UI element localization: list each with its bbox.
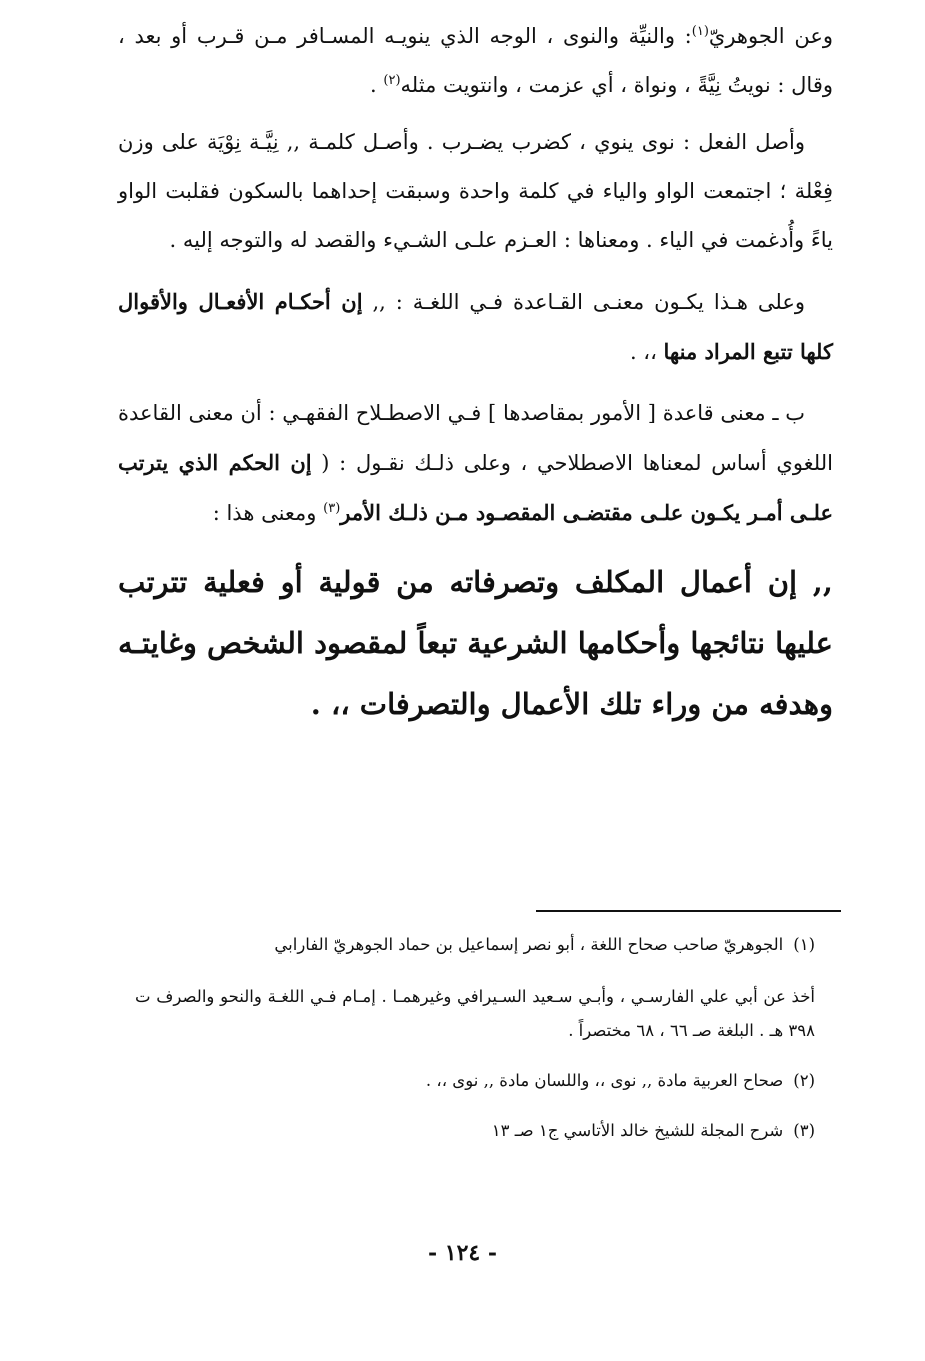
footnote-1 [135,928,815,1048]
paragraph-emphasized-meaning [118,552,833,735]
paragraph-text: وأصل الفعل : نوى ينوي ، كضرب يضـرب . وأصـل كلمـة ,, نِيَّـة نِوْيَة على وزن فِعْلة ؛ اجتمعت الواو والياء في كلمة واحدة وسبقت إحداهما بالسكون فقلبت الواو ياءً وأُدغمت في الياء . ومعناها : العـزم علـى الشـيء والقصد له والتوجه إليه . [118,130,833,252]
footnotes-section [135,928,815,1164]
footnote-ref-2: (٢) [383,73,401,88]
paragraph-text: ب ـ معنى قاعدة [ الأمور بمقاصدها ] فـي الاصطـلاح الفقهـي : أن معنى القاعدة اللغوي أساس لمعناها الاصطلاحي ، وعلى ذلـك نقـول : ( [118,401,833,475]
footnote-number: (٣) [793,1121,815,1140]
paragraph-text: . [370,73,384,97]
footnote-3 [135,1114,815,1148]
bold-rule-statement: إن أحكـام الأفعـال والأقوال كلها تتبع المراد منها [118,289,833,364]
footnote-text: شرح المجلة للشيخ خالد الأتاسي ج١ صـ ١٣ [491,1121,784,1140]
paragraph-verb-origin [118,118,833,265]
paragraph-text: وعن الجوهريّ [708,24,833,48]
paragraph-text: وعلى هـذا يكـون معنـى القـاعدة فـي اللغـة : ,, [362,290,805,314]
footnote-number: (١) [793,935,815,954]
page-number: - ١٢٤ - [427,1240,498,1266]
paragraph-juristic-meaning [118,389,833,538]
main-text-body [118,12,833,735]
paragraph-jawhari-definition [118,12,833,110]
footnote-number: (٢) [793,1071,815,1090]
footnote-divider [536,910,841,912]
footnote-2 [135,1064,815,1098]
emphasized-text: ,, إن أعمال المكلف وتصرفاته من قولية أو فعلية تترتب عليها نتائجها وأحكامها الشرعية تبعاً لمقصود الشخص وغايتـه وهدفه من وراء تلك الأعمال والتصرفات ،، . [118,565,833,721]
footnote-ref-3: (٣) [323,501,341,516]
paragraph-text: ومعنى هذا : [212,501,324,525]
footnote-text: الجوهريّ صاحب صحاح اللغة ، أبو نصر إسماعيل بن حماد الجوهريّ الفارابي [274,935,784,954]
footnote-ref-1: (١) [691,24,709,39]
bold-rule-definition: إن الحكم الذي يترتب علـى أمـر يكـون علـى مقتضـى المقصـود مـن ذلـك الأمر [118,450,833,525]
paragraph-text: : والنيِّة والنوى ، الوجه الذي ينويـه المسـافر مـن قـرب أو بعد ، وقال : نويتُ نِيَّةً ، ونواة ، أي عزمت ، وانتويت مثله [118,24,833,97]
footnote-text: صحاح العربية مادة ,, نوى ،، واللسان مادة ,, نوى ،، . [425,1071,784,1090]
paragraph-text: ،، . [629,340,664,364]
footnote-continuation: أخذ عن أبي علي الفارسـي ، وأبـي سـعيد السـيرافي وغيرهمـا . إمـام فـي اللغـة والنحو والصرف ت ٣٩٨ هـ . البلغة صـ ٦٦ ، ٦٨ مختصراً . [135,987,815,1040]
paragraph-linguistic-meaning [118,277,833,377]
